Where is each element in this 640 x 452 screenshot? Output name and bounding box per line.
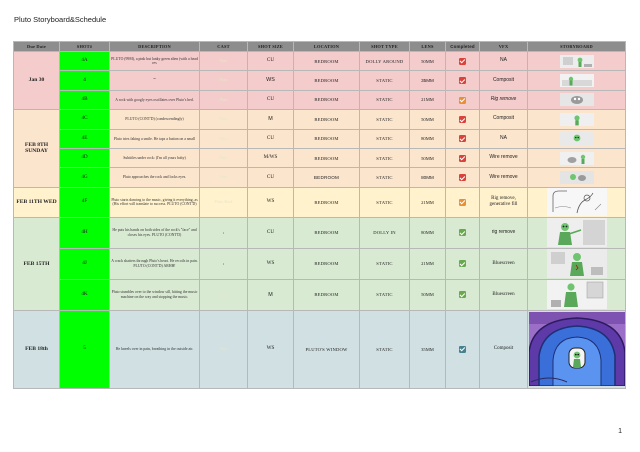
lens-cell[interactable]: 50MM xyxy=(410,148,446,167)
table-row xyxy=(14,110,626,129)
table-row xyxy=(14,248,626,279)
completed-cell[interactable] xyxy=(446,90,480,109)
description-cell[interactable]: Subtitles under rock: (I'm all yours baby) xyxy=(110,148,200,167)
cast-cell[interactable]: , xyxy=(200,217,248,248)
location-cell[interactable]: BEDROOM xyxy=(294,148,360,167)
completed-cell[interactable] xyxy=(446,71,480,90)
storyboard-cell xyxy=(528,187,626,217)
lens-cell[interactable]: 50MM xyxy=(410,110,446,129)
description-cell[interactable]: "" xyxy=(110,71,200,90)
shot-type-cell[interactable]: DOLLY AROUND xyxy=(360,52,410,71)
completed-cell[interactable] xyxy=(446,248,480,279)
storyboard-cell xyxy=(528,148,626,167)
storyboard-thumbnail-icon xyxy=(560,74,594,87)
shot-type-cell[interactable]: STATIC xyxy=(360,168,410,187)
header-description[interactable]: DESCRIPTION xyxy=(110,42,200,52)
location-cell[interactable]: PLUTO'S WINDOW xyxy=(294,310,360,388)
storyboard-thumbnail-icon xyxy=(547,188,607,216)
location-cell[interactable]: BEDROOM xyxy=(294,279,360,310)
shot-size-cell[interactable]: WS xyxy=(248,248,294,279)
shot-size-cell[interactable]: CU xyxy=(248,52,294,71)
due-date-cell[interactable]: FEB 15TH xyxy=(14,217,60,310)
lens-cell[interactable]: 21MM xyxy=(410,248,446,279)
cast-cell[interactable]: Pluto, Rock xyxy=(200,187,248,217)
description-cell[interactable]: He puts his hands on both sides of the rock's "face" and closes his eyes. PLUTO (CONT'D) xyxy=(110,217,200,248)
storyboard-cell xyxy=(528,71,626,90)
shot-size-cell[interactable]: CU xyxy=(248,217,294,248)
cast-cell[interactable]: Pluto xyxy=(200,110,248,129)
cast-cell[interactable]: , xyxy=(200,248,248,279)
location-cell[interactable]: BEDROOM xyxy=(294,110,360,129)
shot-size-cell[interactable]: M/WS xyxy=(248,148,294,167)
table-row xyxy=(14,187,626,217)
cast-cell[interactable]: Pluto xyxy=(200,148,248,167)
header-due-date[interactable]: Due Date xyxy=(14,42,60,52)
completed-cell[interactable] xyxy=(446,148,480,167)
storyboard-cell xyxy=(528,217,626,248)
storyboard-thumbnail-icon xyxy=(560,113,594,126)
header-location[interactable]: LOCATION xyxy=(294,42,360,52)
header-vfx[interactable]: VFX xyxy=(480,42,528,52)
description-cell[interactable]: A crack shatters through Pluto's heart. He recoils in pain. PLUTO (CONT'D) ARHH! xyxy=(110,248,200,279)
storyboard-thumbnail-icon xyxy=(547,249,607,278)
due-date-cell[interactable]: Jan 30 xyxy=(14,52,60,110)
completed-checkbox[interactable] xyxy=(459,116,466,123)
shot-size-cell[interactable]: WS xyxy=(248,187,294,217)
shot-number-cell[interactable]: 4B xyxy=(60,90,110,109)
completed-checkbox[interactable] xyxy=(459,291,466,298)
shot-type-cell[interactable]: STATIC xyxy=(360,129,410,148)
shot-size-cell[interactable]: WS xyxy=(248,310,294,388)
shot-number-cell[interactable]: 5 xyxy=(60,310,110,388)
shot-number-cell[interactable]: 4J xyxy=(60,248,110,279)
header-completed[interactable]: Completed xyxy=(446,42,480,52)
completed-cell[interactable] xyxy=(446,52,480,71)
location-cell[interactable]: BEDROOM xyxy=(294,52,360,71)
storyboard-cell xyxy=(528,129,626,148)
shot-number-cell[interactable]: 4E xyxy=(60,129,110,148)
completed-checkbox[interactable] xyxy=(459,155,466,162)
header-shot-type[interactable]: SHOT TYPE xyxy=(360,42,410,52)
due-date-cell[interactable]: FEB 18th xyxy=(14,310,60,388)
shot-number-cell[interactable]: 4H xyxy=(60,217,110,248)
lens-cell[interactable]: 80MM xyxy=(410,217,446,248)
cast-cell[interactable]: Pluto xyxy=(200,71,248,90)
vfx-cell[interactable]: Rig remove xyxy=(480,90,528,109)
description-cell[interactable]: A rock with googly eyes oscillates over Pluto's bed. xyxy=(110,90,200,109)
shot-number-cell[interactable]: 4G xyxy=(60,168,110,187)
shot-size-cell[interactable]: M xyxy=(248,110,294,129)
shot-size-cell[interactable]: CU xyxy=(248,90,294,109)
storyboard-thumbnail-icon xyxy=(560,152,594,165)
completed-checkbox[interactable] xyxy=(459,174,466,181)
location-cell[interactable]: BEDROOM xyxy=(294,90,360,109)
location-cell[interactable]: BEDROOM xyxy=(294,129,360,148)
storyboard-schedule-table xyxy=(13,41,626,389)
completed-cell[interactable] xyxy=(446,310,480,388)
vfx-cell[interactable]: Wire remove xyxy=(480,148,528,167)
completed-checkbox[interactable] xyxy=(459,58,466,65)
storyboard-cell xyxy=(528,279,626,310)
cast-cell[interactable]: Pluto xyxy=(200,52,248,71)
location-cell[interactable]: BEDROOM xyxy=(294,187,360,217)
vfx-cell[interactable]: NA xyxy=(480,129,528,148)
table-row xyxy=(14,168,626,187)
vfx-cell[interactable]: rig remove xyxy=(480,217,528,248)
table-row xyxy=(14,148,626,167)
shot-size-cell[interactable]: M xyxy=(248,279,294,310)
lens-cell[interactable]: 80MM xyxy=(410,129,446,148)
completed-cell[interactable] xyxy=(446,217,480,248)
storyboard-cell xyxy=(528,110,626,129)
shot-type-cell[interactable]: DOLLY IN xyxy=(360,217,410,248)
vfx-cell[interactable]: Composit xyxy=(480,71,528,90)
due-date-cell[interactable]: FEB 11TH WED xyxy=(14,187,60,217)
cast-cell[interactable]: Pluto xyxy=(200,129,248,148)
shot-type-cell[interactable]: STATIC xyxy=(360,279,410,310)
shot-number-cell[interactable]: 4D xyxy=(60,148,110,167)
vfx-cell[interactable]: Bluescreen xyxy=(480,248,528,279)
cast-cell[interactable]: Pluto xyxy=(200,279,248,310)
description-cell[interactable]: PLUTO (CONT'D) (condescendingly) xyxy=(110,110,200,129)
storyboard-thumbnail-icon xyxy=(560,93,594,106)
storyboard-thumbnail-icon xyxy=(529,312,625,386)
completed-checkbox[interactable] xyxy=(459,97,466,104)
vfx-cell[interactable]: Wire remove xyxy=(480,168,528,187)
cast-cell[interactable]: Pluto xyxy=(200,90,248,109)
shot-type-cell[interactable]: STATIC xyxy=(360,310,410,388)
location-cell[interactable]: BEDROOM xyxy=(294,248,360,279)
due-date-cell[interactable]: FEB 8TH SUNDAY xyxy=(14,110,60,188)
shot-type-cell[interactable]: STATIC xyxy=(360,187,410,217)
completed-checkbox[interactable] xyxy=(459,77,466,84)
storyboard-cell xyxy=(528,90,626,109)
completed-cell[interactable] xyxy=(446,168,480,187)
completed-cell[interactable] xyxy=(446,279,480,310)
shot-type-cell[interactable]: STATIC xyxy=(360,71,410,90)
completed-checkbox[interactable] xyxy=(459,260,466,267)
lens-cell[interactable]: 50MM xyxy=(410,279,446,310)
description-cell[interactable]: Pluto stumbles over to the window sill, hitting the music machine on the way and stopping the music. xyxy=(110,279,200,310)
header-shot-size[interactable]: SHOT SIZE xyxy=(248,42,294,52)
description-cell[interactable]: Pluto approaches the rock and locks eyes. xyxy=(110,168,200,187)
table-row xyxy=(14,310,626,388)
lens-cell[interactable]: 50MM xyxy=(410,52,446,71)
completed-cell[interactable] xyxy=(446,129,480,148)
description-cell[interactable]: He kneels over in pain, breathing in the outside air. xyxy=(110,310,200,388)
table-row xyxy=(14,279,626,310)
description-cell[interactable]: Pluto starts dancing to the music, giving it everything, as (His effort will translate to success. PLUTO (CONT'D) xyxy=(110,187,200,217)
table-row xyxy=(14,217,626,248)
shot-type-cell[interactable]: STATIC xyxy=(360,90,410,109)
shot-type-cell[interactable]: STATIC xyxy=(360,148,410,167)
lens-cell[interactable]: 80MM xyxy=(410,168,446,187)
storyboard-thumbnail-icon xyxy=(560,132,594,145)
lens-cell[interactable]: 21MM xyxy=(410,90,446,109)
lens-cell[interactable]: 35MM xyxy=(410,71,446,90)
storyboard-thumbnail-icon xyxy=(547,218,607,247)
page-number: 1 xyxy=(618,428,622,435)
table-row xyxy=(14,52,626,71)
vfx-cell[interactable]: Bluescreen xyxy=(480,279,528,310)
cast-cell[interactable]: Pluto xyxy=(200,168,248,187)
storyboard-cell xyxy=(528,248,626,279)
completed-cell[interactable] xyxy=(446,187,480,217)
shot-size-cell[interactable]: WS xyxy=(248,71,294,90)
cast-cell[interactable]: Pluto xyxy=(200,310,248,388)
shot-type-cell[interactable]: STATIC xyxy=(360,110,410,129)
table-row xyxy=(14,71,626,90)
description-cell[interactable]: Pluto tries faking a smile. He taps a button on a small xyxy=(110,129,200,148)
shot-number-cell[interactable]: 4C xyxy=(60,110,110,129)
storyboard-thumbnail-icon xyxy=(560,55,594,68)
location-cell[interactable]: BEDROOM xyxy=(294,168,360,187)
vfx-cell[interactable]: Composit xyxy=(480,310,528,388)
vfx-cell[interactable]: NA xyxy=(480,52,528,71)
shot-number-cell[interactable]: 4K xyxy=(60,279,110,310)
shot-type-cell[interactable]: STATIC xyxy=(360,248,410,279)
location-cell[interactable]: BEDROOM xyxy=(294,217,360,248)
location-cell[interactable]: BEDROOM xyxy=(294,71,360,90)
header-storyboard[interactable]: STORYBOARD xyxy=(528,42,626,52)
completed-cell[interactable] xyxy=(446,110,480,129)
vfx-cell[interactable]: Rig remove, generative fill xyxy=(480,187,528,217)
shot-number-cell[interactable]: 4A xyxy=(60,52,110,71)
storyboard-cell xyxy=(528,52,626,71)
storyboard-thumbnail-icon xyxy=(560,171,594,184)
shot-size-cell[interactable]: CU xyxy=(248,129,294,148)
header-cast[interactable]: CAST xyxy=(200,42,248,52)
table-row xyxy=(14,90,626,109)
document-title: Pluto Storyboard&Schedule xyxy=(14,15,107,24)
header-row xyxy=(14,42,626,52)
vfx-cell[interactable]: Composit xyxy=(480,110,528,129)
header-shot-number[interactable]: SHOT# xyxy=(60,42,110,52)
description-cell[interactable]: PLUTO (99M), a pink but lanky green alien (with a head res xyxy=(110,52,200,71)
storyboard-thumbnail-icon xyxy=(547,280,607,309)
shot-size-cell[interactable]: CU xyxy=(248,168,294,187)
lens-cell[interactable]: 35MM xyxy=(410,310,446,388)
completed-checkbox[interactable] xyxy=(459,229,466,236)
shot-number-cell[interactable]: 4F xyxy=(60,187,110,217)
storyboard-cell xyxy=(528,310,626,388)
header-lens[interactable]: LENS xyxy=(410,42,446,52)
shot-number-cell[interactable]: 4 xyxy=(60,71,110,90)
completed-checkbox[interactable] xyxy=(459,346,466,353)
storyboard-cell xyxy=(528,168,626,187)
completed-checkbox[interactable] xyxy=(459,199,466,206)
completed-checkbox[interactable] xyxy=(459,135,466,142)
table-row xyxy=(14,129,626,148)
lens-cell[interactable]: 21MM xyxy=(410,187,446,217)
